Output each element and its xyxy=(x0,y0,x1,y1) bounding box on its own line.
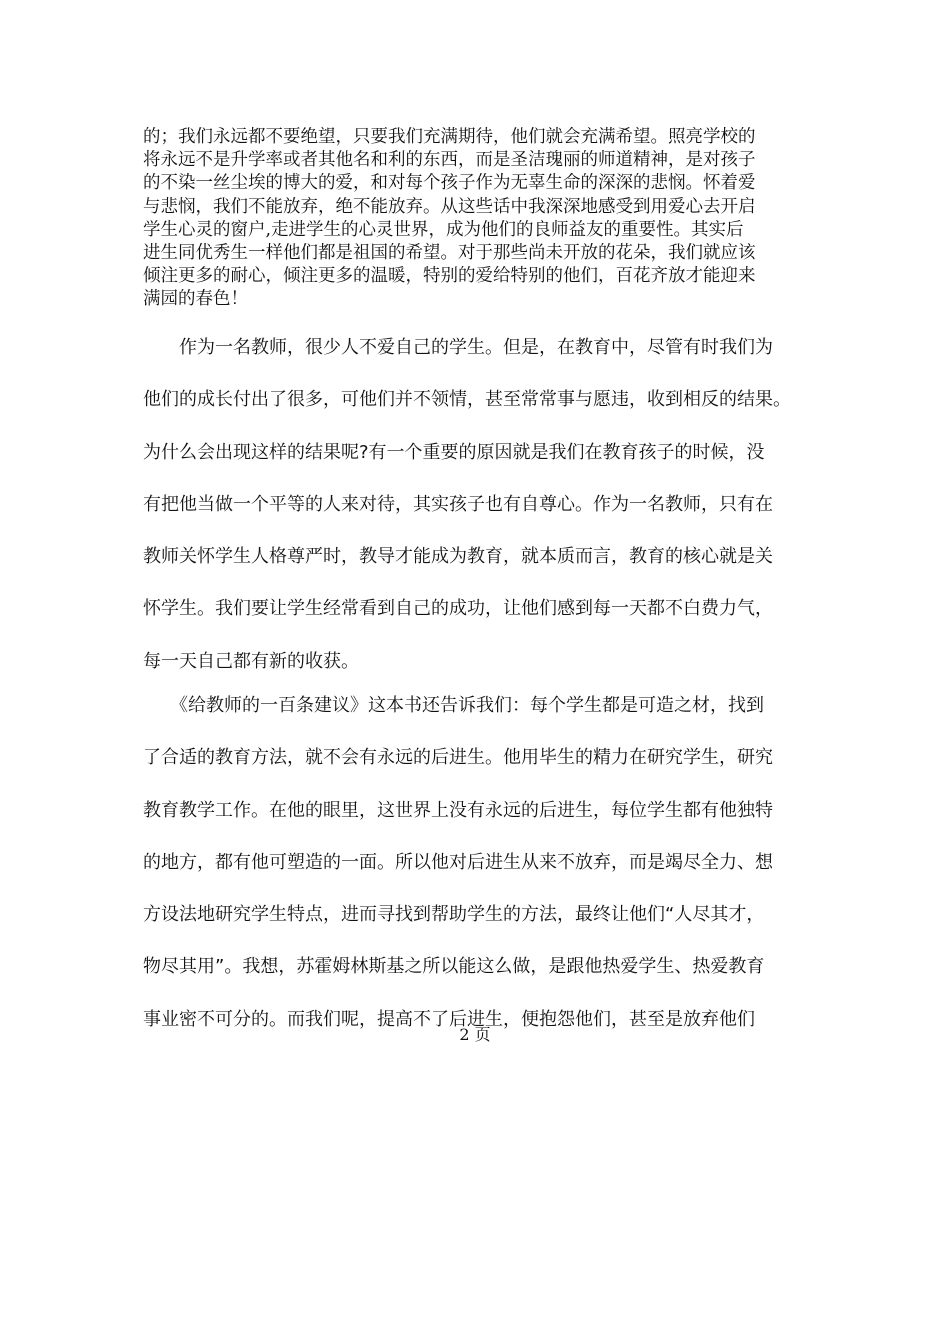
paragraph-line: 将永远不是升学率或者其他名和利的东西，而是圣洁瑰丽的师道精神，是对孩子 xyxy=(143,150,756,171)
paragraph-line: 的不染一丝尘埃的博大的爱，和对每个孩子作为无辜生命的深深的悲悯。怀着爱 xyxy=(143,173,756,194)
paragraph-line: 怀学生。我们要让学生经常看到自己的成功，让他们感到每一天都不白费力气， xyxy=(143,598,773,620)
paragraph-line: 方设法地研究学生特点，进而寻找到帮助学生的方法，最终让他们“人尽其才， xyxy=(143,904,765,926)
paragraph-line: 学生心灵的窗户,走进学生的心灵世界，成为他们的良师益友的重要性。其实后 xyxy=(143,219,744,240)
page-number: 2 页 xyxy=(459,1025,491,1044)
paragraph-line: 为什么会出现这样的结果呢?有一个重要的原因就是我们在教育孩子的时候，没 xyxy=(143,441,765,463)
paragraph-line: 物尽其用”。我想，苏霍姆林斯基之所以能这么做，是跟他热爱学生、热爱教育 xyxy=(143,956,765,978)
paragraph-line: 作为一名教师，很少人不爱自己的学生。但是，在教育中，尽管有时我们为 xyxy=(143,337,773,358)
paragraph-line: 每一天自己都有新的收获。 xyxy=(143,650,359,672)
paragraph-line: 《给教师的一百条建议》这本书还告诉我们：每个学生都是可造之材，找到 xyxy=(143,695,764,716)
paragraph-line: 与悲悯，我们不能放弃，绝不能放弃。从这些话中我深深地感受到用爱心去开启 xyxy=(143,196,756,217)
paragraph-line: 教师关怀学生人格尊严时，教导才能成为教育，就本质而言，教育的核心就是关 xyxy=(143,546,773,568)
paragraph-line: 倾注更多的耐心，倾注更多的温暖，特别的爱给特别的他们，百花齐放才能迎来 xyxy=(143,266,756,287)
paragraph-line: 他们的成长付出了很多，可他们并不领情，甚至常常事与愿违，收到相反的结果。 xyxy=(143,389,791,411)
paragraph-line: 满园的春色！ xyxy=(143,289,248,310)
paragraph-line: 了合适的教育方法，就不会有永远的后进生。他用毕生的精力在研究学生，研究 xyxy=(143,747,773,769)
paragraph-line: 的；我们永远都不要绝望，只要我们充满期待，他们就会充满希望。照亮学校的 xyxy=(143,127,756,147)
paragraph-line: 的地方，都有他可塑造的一面。所以他对后进生从来不放弃，而是竭尽全力、想 xyxy=(143,851,773,873)
paragraph-line: 进生同优秀生一样他们都是祖国的希望。对于那些尚未开放的花朵，我们就应该 xyxy=(143,243,756,264)
paragraph-1 xyxy=(143,126,823,312)
paragraph-3 xyxy=(143,680,843,1046)
paragraph-line: 教育教学工作。在他的眼里，这世界上没有永远的后进生，每位学生都有他独特 xyxy=(143,799,773,821)
paragraph-line: 事业密不可分的。而我们呢，提高不了后进生，便抱怨他们，甚至是放弃他们 xyxy=(143,1008,755,1030)
paragraph-line: 有把他当做一个平等的人来对待，其实孩子也有自尊心。作为一名教师，只有在 xyxy=(143,493,773,515)
paragraph-2 xyxy=(143,322,843,688)
